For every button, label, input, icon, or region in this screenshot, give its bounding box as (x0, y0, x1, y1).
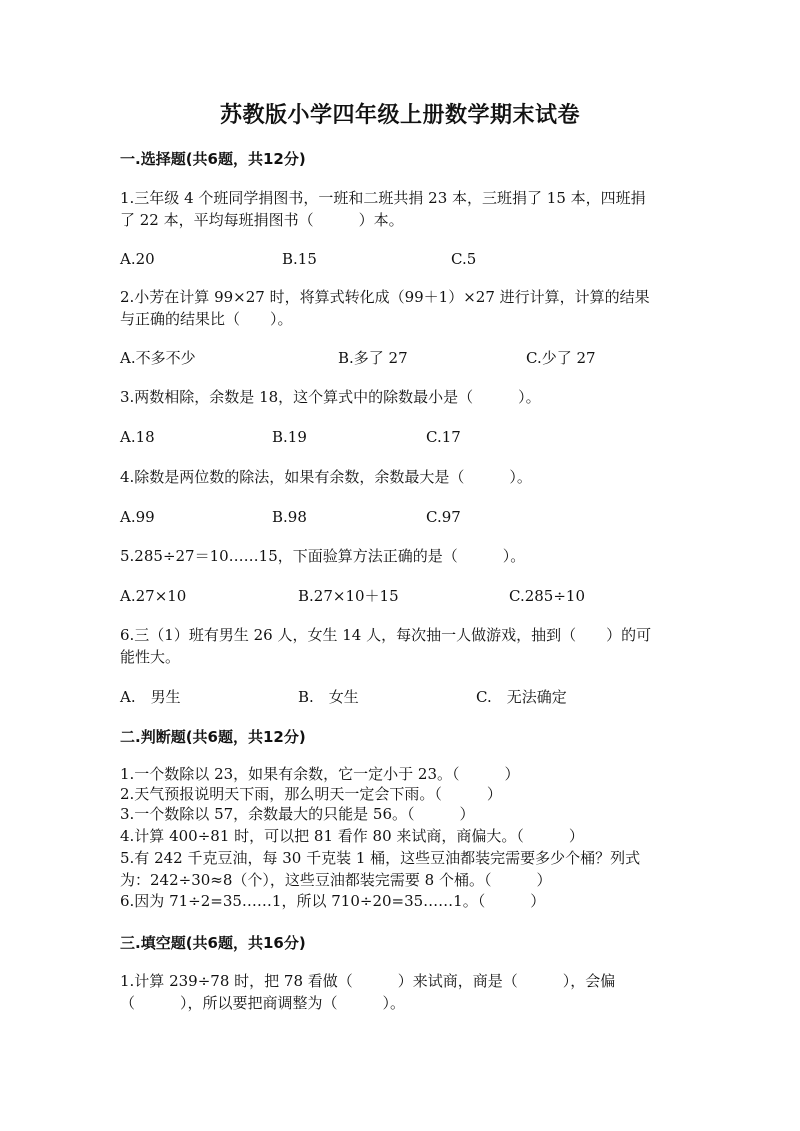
question-line: 4.除数是两位数的除法，如果有余数，余数最大是（ ）。 (120, 468, 532, 486)
option-c: C.17 (426, 428, 461, 446)
fill-in-line: 1.计算 239÷78 时，把 78 看做（ ）来试商，商是（ ），会偏 (120, 972, 616, 990)
judgement-line: 4.计算 400÷81 时，可以把 81 看作 80 来试商，商偏大。（ ） (120, 827, 584, 845)
option-c: C.5 (451, 250, 477, 268)
option-a: A. 男生 (120, 688, 181, 706)
question-line: 2.小芳在计算 99×27 时，将算式转化成（99＋1）×27 进行计算，计算的结果 (120, 288, 650, 306)
question-line: 与正确的结果比（ ）。 (120, 310, 293, 328)
option-a: A.99 (120, 508, 155, 526)
question-line: 1.三年级 4 个班同学捐图书，一班和二班共捐 23 本，三班捐了 15 本，四班捐 (120, 189, 646, 207)
judgement-line: 3.一个数除以 57，余数最大的只能是 56。（ ） (120, 805, 475, 823)
judgement-line: 为：242÷30≈8（个），这些豆油都装完需要 8 个桶。（ ） (120, 871, 552, 889)
section-heading-fill-in: 三.填空题(共6题，共16分) (120, 934, 306, 952)
question-line: 5.285÷27＝10……15，下面验算方法正确的是（ ）。 (120, 547, 526, 565)
section-heading-choice: 一.选择题(共6题，共12分) (120, 150, 306, 168)
question-line: 3.两数相除，余数是 18，这个算式中的除数最小是（ ）。 (120, 388, 541, 406)
question-line: 能性大。 (120, 648, 181, 666)
judgement-line: 5.有 242 千克豆油，每 30 千克装 1 桶，这些豆油都装完需要多少个桶？列式 (120, 849, 641, 867)
judgement-line: 6.因为 71÷2=35……1，所以 710÷20=35……1。（ ） (120, 892, 546, 910)
judgement-line: 2.天气预报说明天下雨，那么明天一定会下雨。（ ） (120, 785, 502, 803)
option-b: B.15 (282, 250, 317, 268)
judgement-line: 1.一个数除以 23，如果有余数，它一定小于 23。（ ） (120, 765, 520, 783)
exam-title: 苏教版小学四年级上册数学期末试卷 (219, 103, 580, 128)
option-b: B.多了 27 (338, 349, 408, 367)
question-line: 了 22 本，平均每班捐图书（ ）本。 (120, 211, 404, 229)
option-a: A.不多不少 (120, 349, 196, 367)
fill-in-line: （ ），所以要把商调整为（ ）。 (120, 994, 406, 1012)
option-b: B.27×10＋15 (298, 587, 399, 605)
option-b: B.19 (272, 428, 307, 446)
option-a: A.20 (120, 250, 155, 268)
question-line: 6.三（1）班有男生 26 人，女生 14 人，每次抽一人做游戏，抽到（ ）的可 (120, 626, 652, 644)
option-c: C.285÷10 (509, 587, 585, 605)
option-b: B. 女生 (298, 688, 359, 706)
option-c: C.97 (426, 508, 461, 526)
option-c: C. 无法确定 (476, 688, 567, 706)
option-a: A.27×10 (120, 587, 187, 605)
option-b: B.98 (272, 508, 307, 526)
option-a: A.18 (120, 428, 155, 446)
option-c: C.少了 27 (526, 349, 596, 367)
section-heading-judgement: 二.判断题(共6题，共12分) (120, 728, 306, 746)
